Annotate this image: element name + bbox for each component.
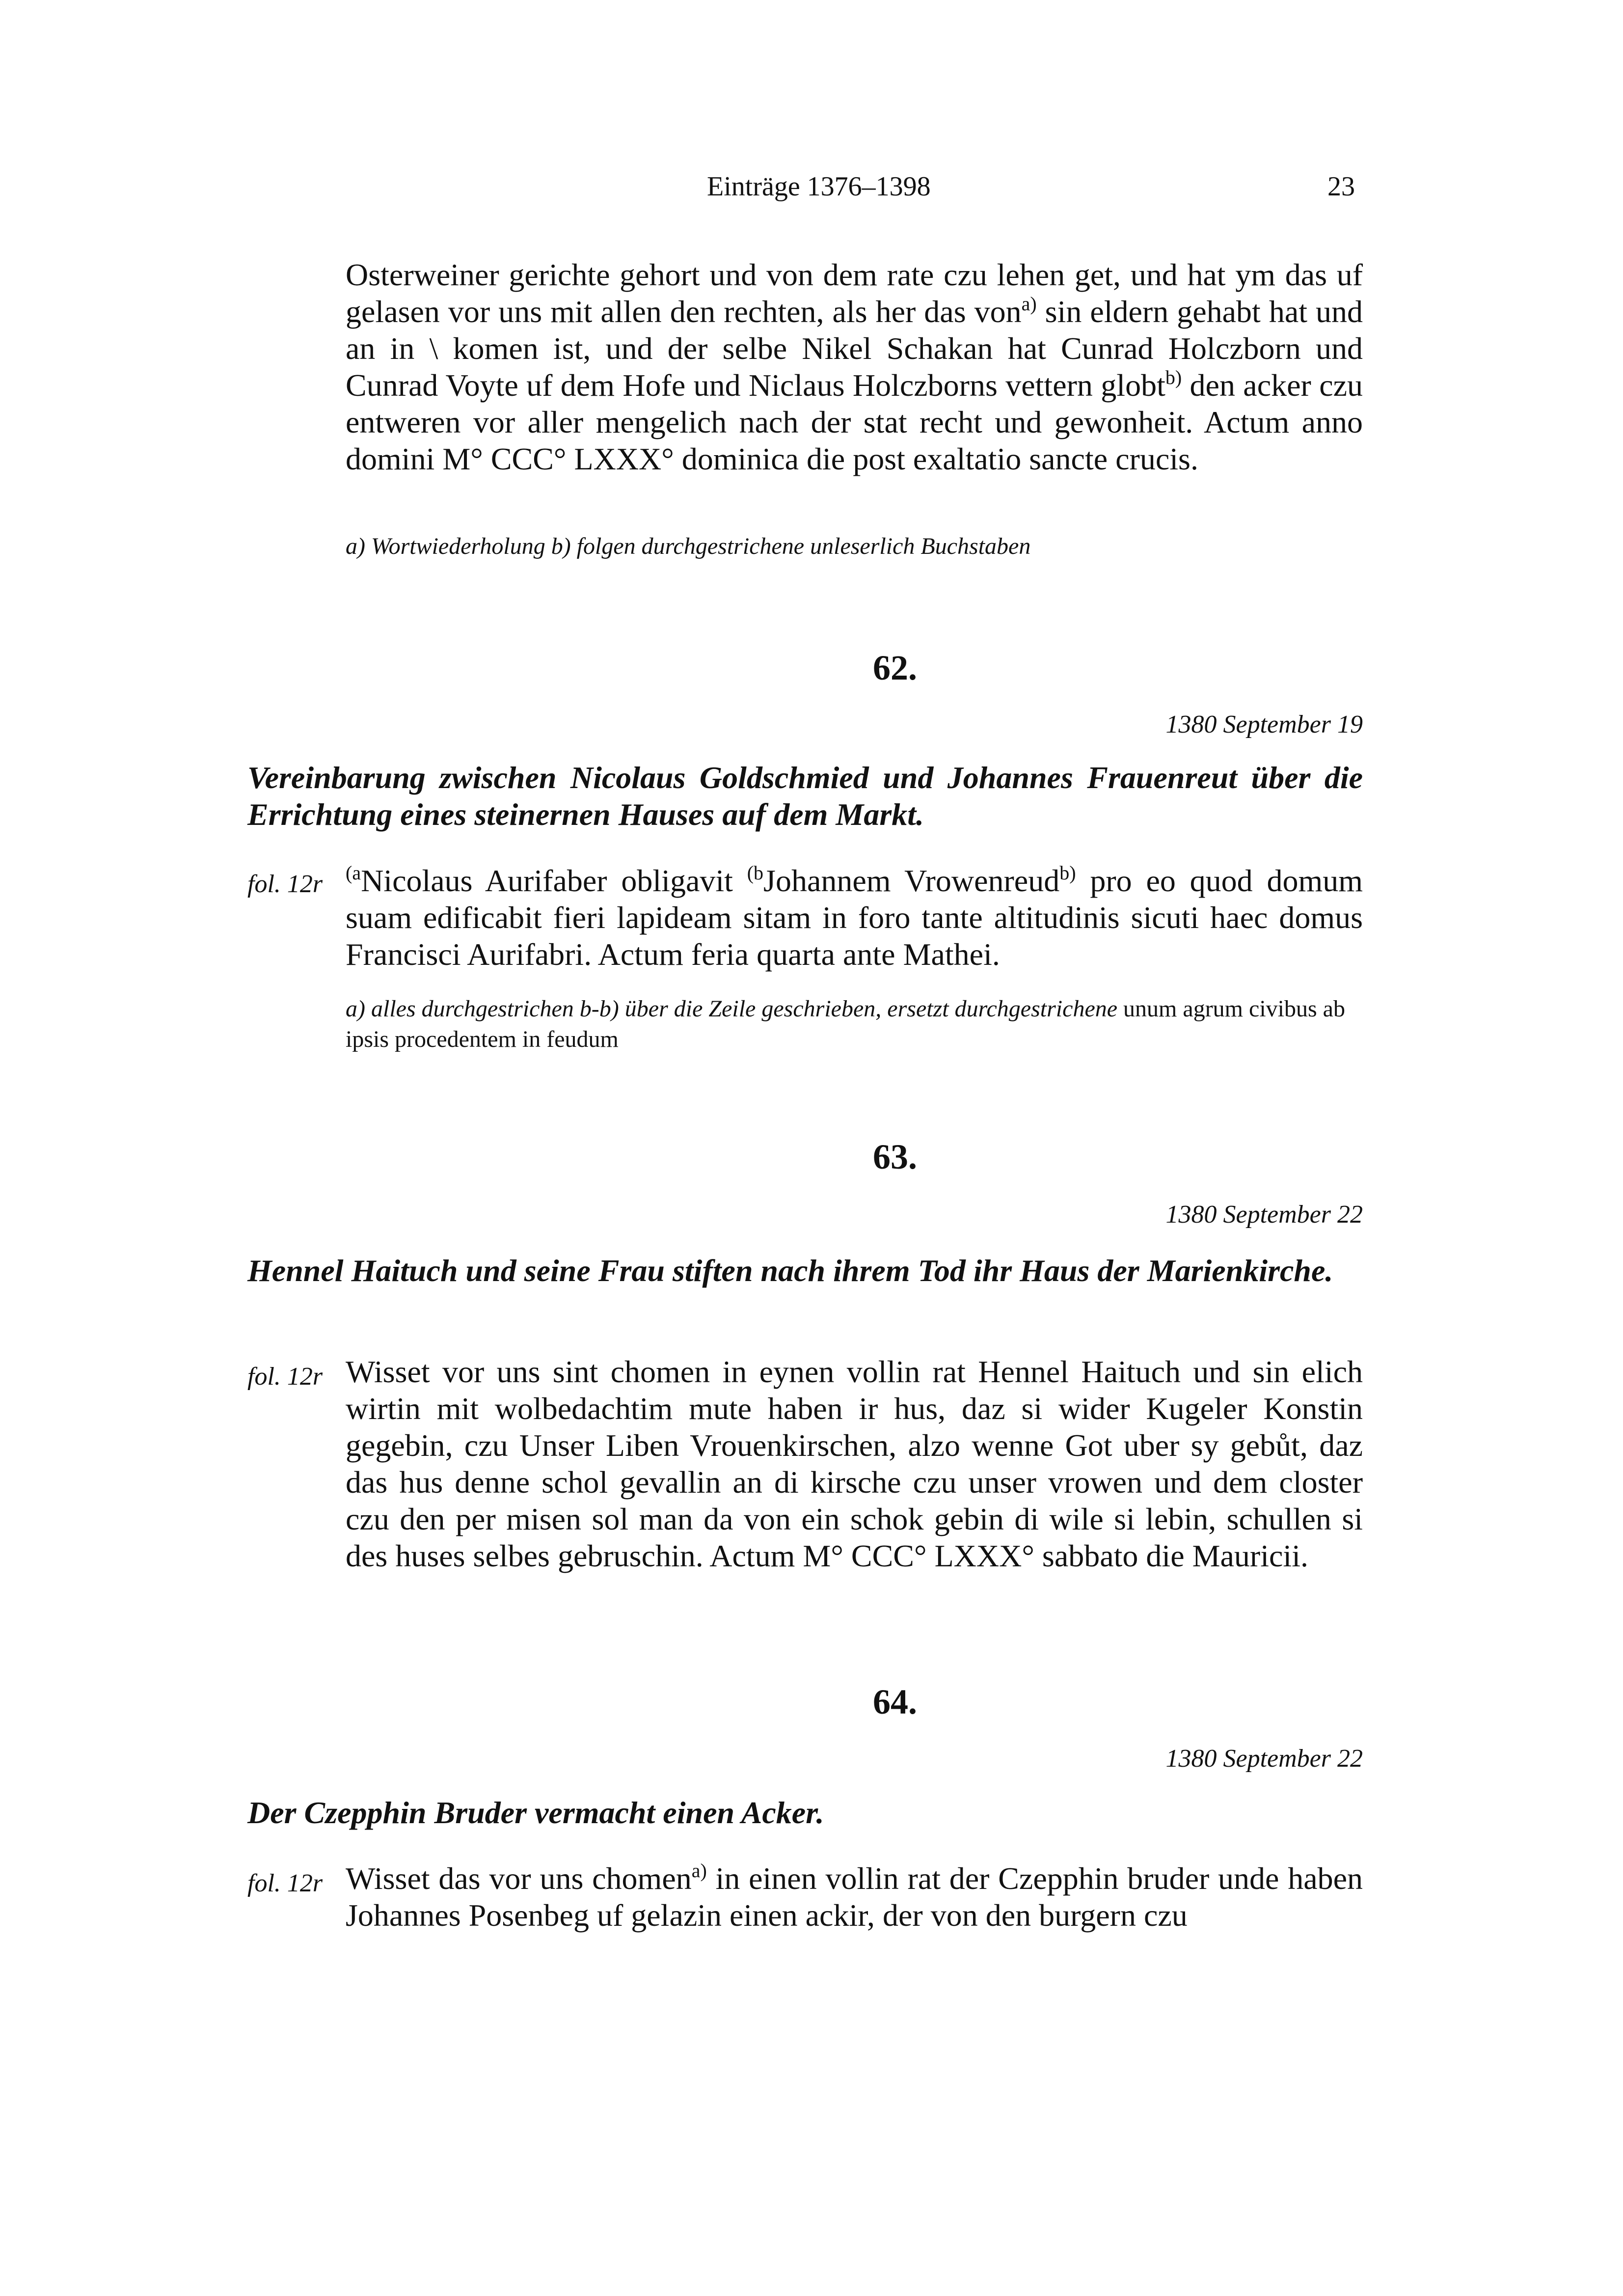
entry-62-text (346, 862, 1363, 973)
footnote-marker: b) (1165, 366, 1182, 388)
text-segment: in einen vollin rat der Czepphin bruder unde haben Johannes Posenbeg uf gelazin einen ackir, der von den burgern czu (346, 1861, 1363, 1933)
footnote-marker: b) (1059, 862, 1076, 884)
page-number: 23 (1327, 171, 1355, 202)
footnote-marker: a) (1021, 293, 1037, 315)
entry-63-title: Hennel Haituch und seine Frau stiften nach ihrem Tod ihr Haus der Marienkirche. (247, 1253, 1333, 1288)
entry-64-text (346, 1860, 1363, 1934)
text-segment: den acker czu entweren vor aller mengelich nach der stat recht und gewonheit. Actum anno domini M° CCC° LXXX° dominica die post exaltatio sancte crucis. (346, 368, 1363, 476)
text-segment: Osterweiner gerichte gehort und von dem rate czu lehen get, und hat ym das uf gelasen vor uns mit allen den rechten, als her das von (346, 257, 1363, 329)
text-segment: sin eldern gehabt hat und an in \ komen ist, und der selbe Nikel Schakan hat Cunrad Holczborn und Cunrad Voyte uf dem Hofe und Niclaus Holczborns vettern globt (346, 294, 1363, 403)
entry-63-folio: fol. 12r (247, 1363, 323, 1391)
entry-64-title: Der Czepphin Bruder vermacht einen Acker. (247, 1795, 824, 1830)
text-segment: Johannem Vrowenreud (763, 863, 1060, 898)
entry-64-number: 64. (873, 1682, 917, 1722)
text-segment: pro eo quod domum suam edificabit fieri lapideam sitam in foro tante altitudinis sicuti haec domus Francisci Aurifabri. Actum feria quarta ante Mathei. (346, 863, 1363, 972)
text-segment: Nicolaus Aurifaber obligavit (361, 863, 747, 898)
running-header-title: Einträge 1376–1398 (707, 171, 931, 202)
entry-61-footnote: a) Wortwiederholung b) folgen durchgestrichene unleserlich Buchstaben (346, 533, 1031, 559)
entry-62-date: 1380 September 19 (1165, 711, 1363, 738)
footnote-marker: (a (346, 862, 361, 884)
entry-63-text: Wisset vor uns sint chomen in eynen vollin rat Hennel Haituch und sin elich wirtin mit wolbedachtim mute haben ir hus, daz si wider Kugeler Konstin gegebin, czu Unser Liben Vrouenkirschen, alzo wenne Got uber sy gebůt, daz das hus denne schol gevallin an di kirsche czu unser vrowen und dem closter czu den per misen sol man da von ein schok gebin di wile si lebin, schullen si des huses selbes gebruschin. Actum M° CCC° LXXX° sabbato die Mauricii. (346, 1354, 1363, 1573)
entry-63-date: 1380 September 22 (1165, 1201, 1363, 1229)
text-segment: Wisset das vor uns chomen (346, 1861, 692, 1896)
entry-62-folio: fol. 12r (247, 870, 323, 898)
footnote-roman: unum agrum civibus ab ipsis procedentem in feudum (346, 996, 1345, 1052)
footnote-marker: a) (691, 1859, 707, 1882)
entry-64-folio: fol. 12r (247, 1869, 323, 1897)
entry-62-number: 62. (873, 648, 917, 687)
entry-63-number: 63. (873, 1137, 917, 1176)
entry-64-date: 1380 September 22 (1165, 1745, 1363, 1773)
entry-62-footnote (346, 994, 1363, 1055)
entry-62-title: Vereinbarung zwischen Nicolaus Goldschmied und Johannes Frauenreut über die Errichtung eines steinernen Hauses auf dem Markt. (247, 760, 1363, 832)
entry-61-continuation-text (346, 256, 1363, 477)
footnote-italic: a) alles durchgestrichen b-b) über die Zeile geschrieben, ersetzt durchgestrichene (346, 996, 1118, 1022)
footnote-marker: (b (747, 862, 764, 884)
